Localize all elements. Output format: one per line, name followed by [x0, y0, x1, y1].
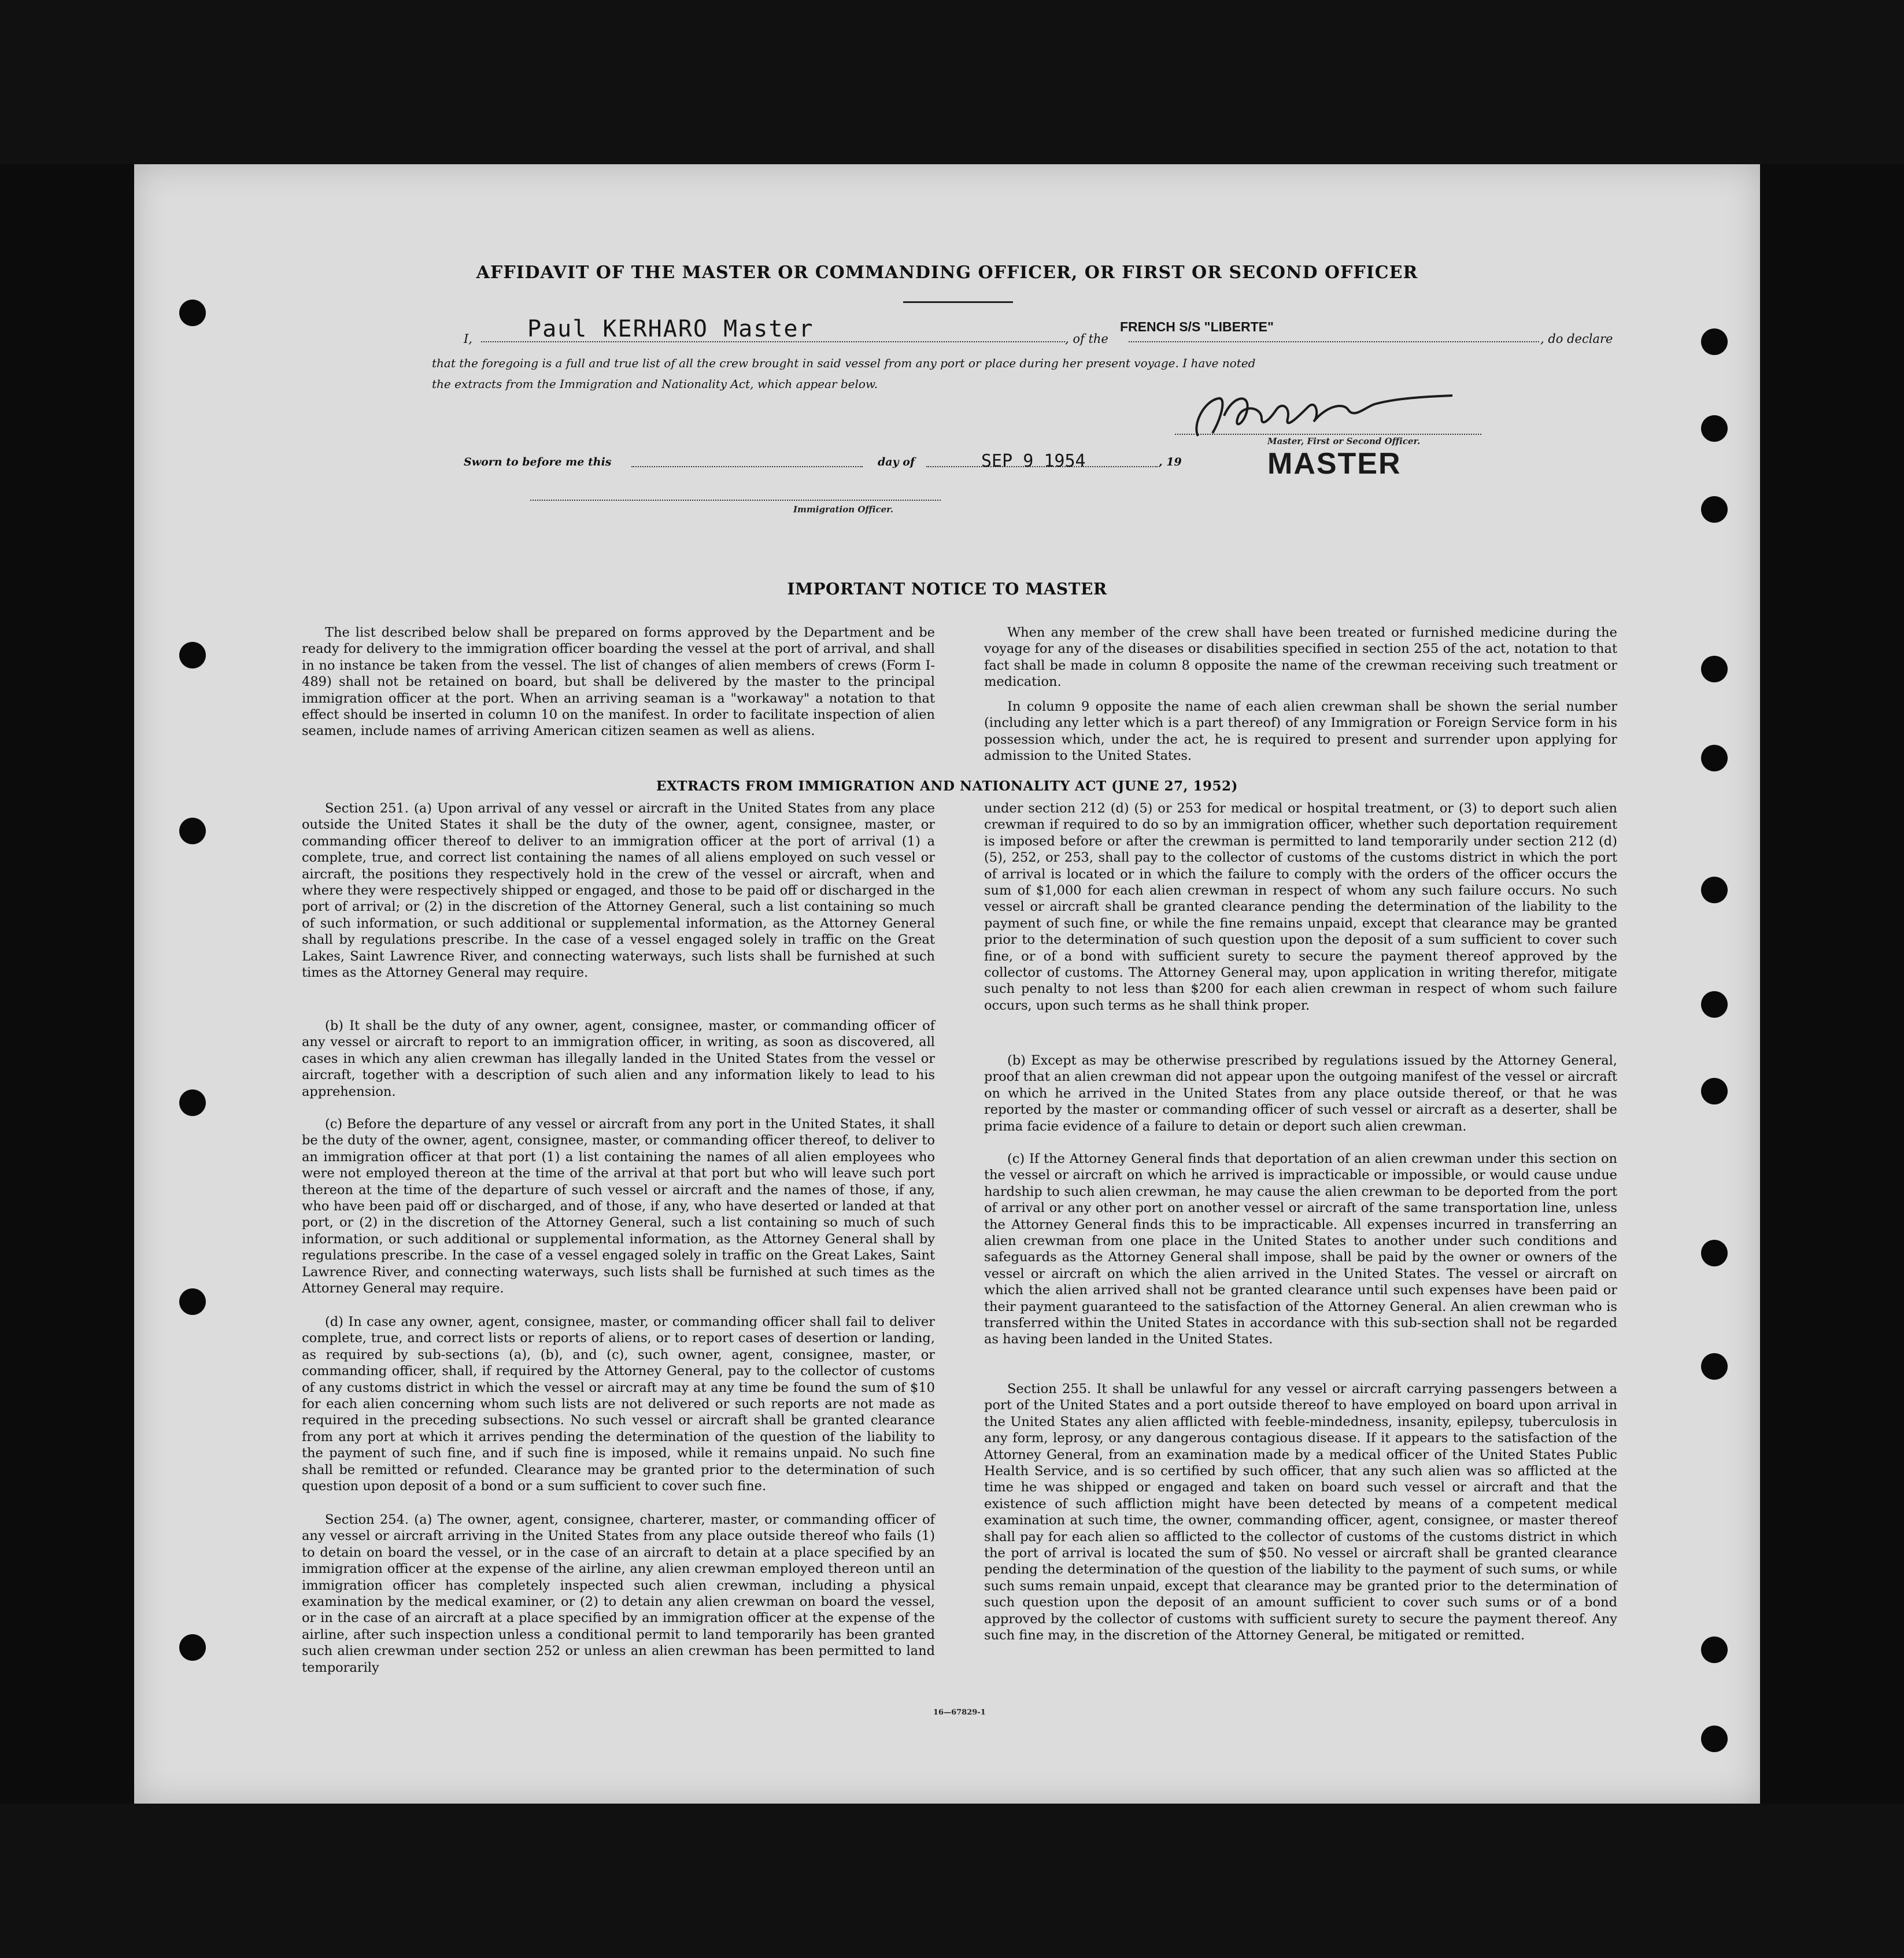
i-label: I, [464, 332, 472, 346]
scan-border-top [0, 0, 1904, 164]
binder-hole [1701, 1240, 1728, 1266]
section-251d: (d) In case any owner, agent, consignee, master, or commanding officer shall fail to deliver complete, true, and correct lists or reports of aliens, or to report cases of desertion or landing, as required by sub-sections (a), (b), and (c), such owner, agent, consignee, master, or commanding officer, shall, if required by the Attorney General, pay to the collector of customs of any customs district in which the vessel or aircraft may at any time be found the sum of $10 for each alien concerning whom such lists are not delivered or such reports are not made as required in the preceding subsections. No such vessel or aircraft shall be granted clearance from any port at which it arrives pending the determination of the question of the liability to the payment of such fine, and if such fine is imposed, while it remains unpaid. No such fine shall be remitted or refunded. Clearance may be granted prior to the determination of such question upon deposit of a bond or a sum sufficient to cover such fine. [302, 1314, 935, 1494]
extracts-title: EXTRACTS FROM IMMIGRATION AND NATIONALITY ACT (JUNE 27, 1952) [656, 778, 1238, 794]
sworn-label: Sworn to before me this [464, 456, 612, 468]
section-255: Section 255. It shall be unlawful for any vessel or aircraft carrying passengers between a port of the United States and a port outside thereof to have employed on board upon arrival in the United States any alien afflicted with feeble-mindedness, insanity, epilepsy, tuberculosis in any form, leprosy, or any dangerous contagious disease. If it appears to the satisfaction of the Attorney General, from an examination made by a medical officer of the United States Public Health Service, and is so certified by such officer, that any such alien was so afflicted at the time he was shipped or engaged and taken on board such vessel or aircraft and that the existence of such affliction might have been detected by means of a competent medical examination at such time, the owner, commanding officer, agent, consignee, or master thereof shall pay for each alien so afflicted to the collector of customs of the customs district in which the port of arrival is located the sum of $50. No vessel or aircraft shall be granted clearance pending the determination of the question of the liability to the payment of such sums, or while such sums remain unpaid, except that clearance may be granted prior to the determination of such question upon the deposit of an amount sufficient to cover such sums or of a bond approved by the collector of customs with sufficient surety to secure the payment thereof. Any such fine may, in the discretion of the Attorney General, be mitigated or remitted. [984, 1381, 1617, 1643]
immigration-officer-line [530, 500, 941, 501]
binder-hole [1701, 496, 1728, 523]
master-name: Paul KERHARO Master [527, 316, 814, 342]
notice-right-paragraph-2: In column 9 opposite the name of each alien crewman shall be shown the serial number (including any letter which is a part thereof) of any Immigration or Foreign Service form in his possession which, under the act, he is required to present and surrender upon applying for admission to the United States. [984, 699, 1617, 764]
binder-hole [179, 300, 206, 326]
section-254b: (b) Except as may be otherwise prescribed by regulations issued by the Attorney General, proof that an alien crewman did not appear upon the outgoing manifest of the vessel or aircraft on which he arrived in the United States from any place outside thereof, or that he was reported by the master or commanding officer of such vessel or aircraft as a deserter, shall be prima facie evidence of a failure to detain or deport such alien crewman. [984, 1053, 1617, 1134]
form-number: 16—67829-1 [933, 1708, 986, 1717]
title-underline [903, 301, 1013, 303]
section-254c: (c) If the Attorney General finds that deportation of an alien crewman under this section on the vessel or aircraft on which he arrived is impracticable or impossible, or would cause undue hardship to such alien crewman, he may cause the alien crewman to be deported from the port of arrival or any other port on another vessel or aircraft of the same transportation line, unless the Attorney General finds this to be impracticable. All expenses incurred in transferring an alien crewman from one place in the United States to another under such conditions and safeguards as the Attorney General shall impose, shall be paid by the owner or owners of the vessel or aircraft on which the alien arrived in the United States. The vessel or aircraft on which the alien arrived shall not be granted clearance until such expenses have been paid or their payment guaranteed to the satisfaction of the Attorney General. An alien crewman who is transferred within the United States in accordance with this sub-section shall not be regarded as having been landed in the United States. [984, 1151, 1617, 1347]
section-251c: (c) Before the departure of any vessel or aircraft from any port in the United States, it shall be the duty of the owner, agent, consignee, master, or commanding officer thereof, to deliver to an immigration officer at that port (1) a list containing the names of all alien employees who were not employed thereon at the time of the arrival at that port but who will leave such port thereon at the time of the departure of such vessel or aircraft and the names of those, if any, who have been paid off or discharged, and of those, if any, who have deserted or landed at that port, or (2) in the discretion of the Attorney General, such a list containing so much of such information, or such additional or supplemental information, as the Attorney General shall by regulations prescribe. In the case of a vessel engaged solely in traffic on the Great Lakes, Saint Lawrence River, and connecting waterways, such lists shall be furnished at such times as the Attorney General may require. [302, 1117, 935, 1296]
binder-hole [1701, 1726, 1728, 1752]
binder-hole [1701, 1636, 1728, 1663]
binder-hole [179, 818, 206, 844]
vessel-name: FRENCH S/S "LIBERTE" [1120, 319, 1274, 334]
section-254a-continued: under section 212 (d) (5) or 253 for medical or hospital treatment, or (3) to deport such alien crewman if required to do so by an immigration officer, whether such deportation requirement is imposed before or after the crewman is permitted to land temporarily under section 212 (d) (5), 252, or 253, shall pay to the collector of customs of the customs district in which the port of arrival is located or in which the failure to comply with the orders of the officer occurs the sum of $1,000 for each alien crewman in respect of whom any such failure occurs. No such vessel or aircraft shall be granted clearance pending the determination of the liability to the payment of such fine, or while the fine remains unpaid, except that clearance may be granted prior to the determination of such question upon the deposit of a sum sufficient to cover such fine, or of a bond with sufficient surety to secure the payment thereof approved by the collector of customs. The Attorney General may, upon application in writing therefor, mitigate such penalty to not less than $200 for each alien crewman in respect of whom such failure occurs, upon such terms as he shall think proper. [984, 801, 1617, 1013]
notice-title: IMPORTANT NOTICE TO MASTER [787, 579, 1107, 599]
binder-hole [179, 1634, 206, 1661]
binder-hole [1701, 328, 1728, 355]
section-251b: (b) It shall be the duty of any owner, agent, consignee, master, or commanding officer of any vessel or aircraft to report to an immigration officer, in writing, as soon as discovered, all cases in which any alien crewman has illegally landed in the United States from the vessel or aircraft, together with a description of such alien and any information likely to lead to his apprehension. [302, 1018, 935, 1099]
binder-hole [179, 1288, 206, 1315]
day-of-label: day of [878, 456, 915, 468]
document-page [134, 164, 1760, 1804]
section-251a: Section 251. (a) Upon arrival of any vessel or aircraft in the United States from any place outside the United States it shall be the duty of the owner, agent, consignee, master, or commanding officer thereof to deliver to an immigration officer at the port of arrival (1) a complete, true, and correct list containing the names of all aliens employed on such vessel or aircraft, the positions they respectively hold in the crew of the vessel or aircraft, when and where they were respectively shipped or engaged, and those to be paid off or discharged in the port of arrival; or (2) in the discretion of the Attorney General, such a list containing so much of such information, or such additional or supplemental information, as the Attorney General shall by regulations prescribe. In the case of a vessel engaged solely in traffic on the Great Lakes, Saint Lawrence River, and connecting waterways, such lists shall be furnished at such times as the Attorney General may require. [302, 801, 935, 981]
binder-hole [1701, 877, 1728, 903]
scan-border-bottom [0, 1804, 1904, 1958]
signature-caption: Master, First or Second Officer. [1267, 436, 1421, 446]
binder-hole [1701, 1353, 1728, 1380]
sworn-day-line [631, 466, 863, 467]
binder-hole [1701, 745, 1728, 771]
binder-hole [1701, 656, 1728, 682]
year-label: , 19 [1159, 456, 1182, 468]
binder-hole [1701, 415, 1728, 442]
signature-line [1175, 434, 1481, 435]
declaration-line-1: that the foregoing is a full and true list of all the crew brought in said vessel from any port or place during her present voyage. I have noted [432, 356, 1256, 370]
of-the-label: , of the [1065, 332, 1108, 346]
binder-hole [1701, 991, 1728, 1018]
vessel-name-line [1129, 341, 1539, 342]
section-254a: Section 254. (a) The owner, agent, consignee, charterer, master, or commanding officer of any vessel or aircraft arriving in the United States from any place outside thereof who fails (1) to detain on board the vessel, or in the case of an aircraft to detain at a place specified by an immigration officer at the expense of the airline, any alien crewman employed thereon until an immigration officer has completely inspected such alien crewman, including a physical examination by the medical examiner, or (2) to detain any alien crewman on board the vessel, or in the case of an aircraft at a place specified by an immigration officer at the expense of the airline, after such inspection unless a conditional permit to land temporarily has been granted such alien crewman under section 252 or unless an alien crewman has been permitted to land temporarily [302, 1512, 935, 1675]
immigration-officer-caption: Immigration Officer. [793, 504, 893, 515]
binder-hole [1701, 1078, 1728, 1104]
declaration-line-2: the extracts from the Immigration and Nationality Act, which appear below. [432, 377, 878, 391]
binder-hole [179, 642, 206, 668]
master-stamp: MASTER [1267, 447, 1402, 481]
notice-left-paragraph: The list described below shall be prepared on forms approved by the Department and be ready for delivery to the immigration officer boarding the vessel at the port of arrival, and shall in no instance be taken from the vessel. The list of changes of alien members of crews (Form I-489) shall not be retained on board, but shall be delivered by the master to the principal immigration officer at the port. When an arriving seaman is a "workaway" a notation to that effect should be inserted in column 10 on the manifest. In order to facilitate inspection of alien seamen, include names of arriving American citizen seamen as well as aliens. [302, 625, 935, 739]
affidavit-title: AFFIDAVIT OF THE MASTER OR COMMANDING OFFICER, OR FIRST OR SECOND OFFICER [476, 263, 1418, 283]
date-stamp: SEP 9 1954 [981, 451, 1086, 471]
do-declare-label: , do declare [1540, 332, 1613, 346]
notice-right-paragraph-1: When any member of the crew shall have been treated or furnished medicine during the voyage for any of the diseases or disabilities specified in section 255 of the act, notation to that fact shall be made in column 8 opposite the name of the crewman receiving such treatment or medication. [984, 625, 1617, 690]
binder-hole [179, 1089, 206, 1116]
